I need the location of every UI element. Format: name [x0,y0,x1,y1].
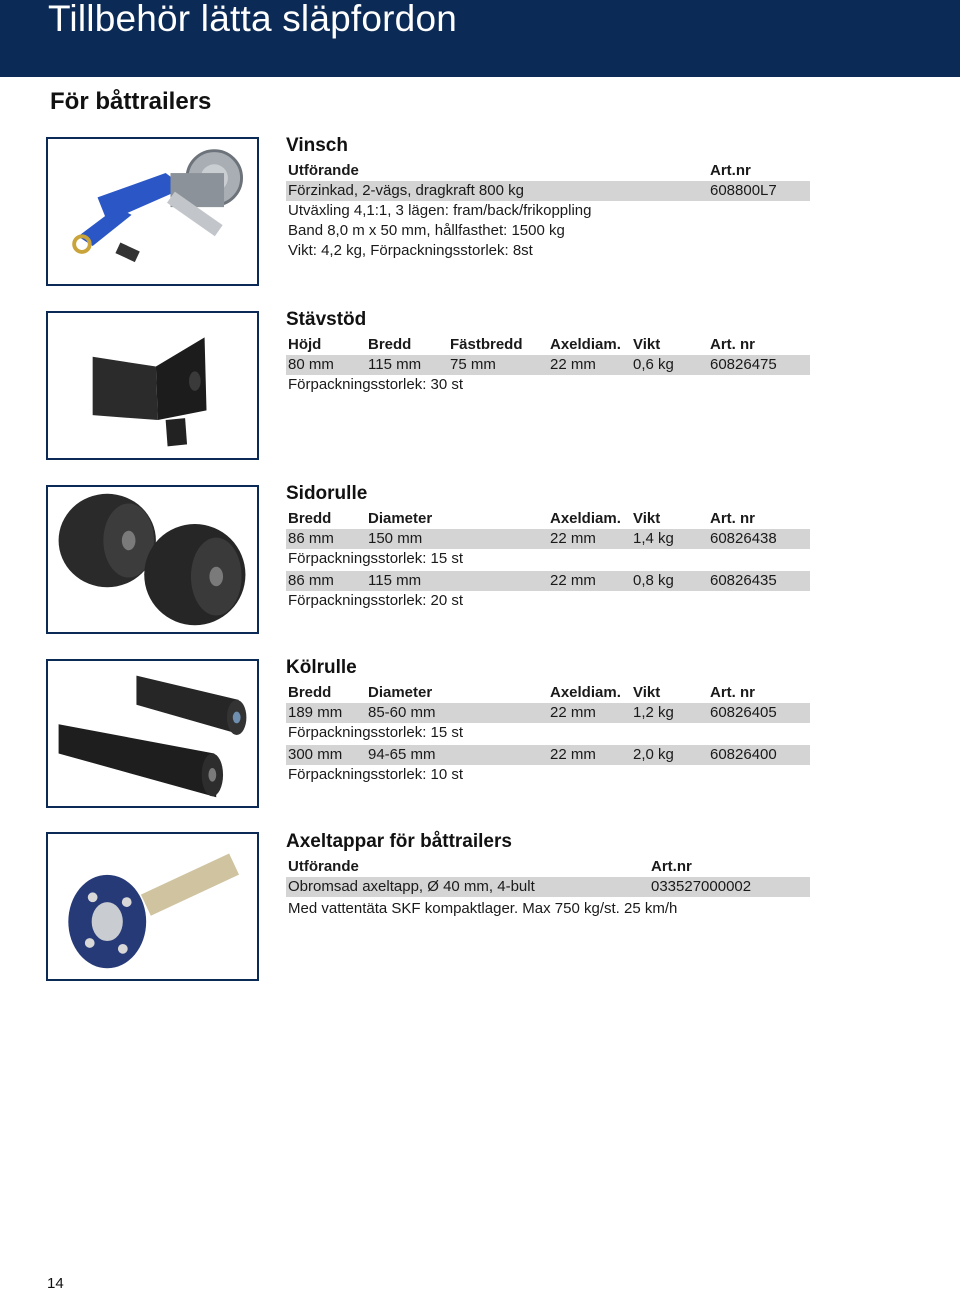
table-cell: 60826400 [710,746,777,763]
table-cell: 22 mm [550,572,596,589]
product-bow-stop [286,309,810,395]
table-cell: 80 mm [288,356,334,373]
table-cell: 60826438 [710,530,777,547]
table-cell: 033527000002 [651,878,752,895]
table-cell: 608800L7 [710,182,777,199]
table-cell: 2,0 kg [633,746,674,763]
product-side-roller [286,483,810,611]
header-cell: Art. nr [710,684,755,701]
axle-stub-photo [46,832,259,981]
note-row [286,897,810,921]
note: Utväxling 4,1:1, 3 lägen: fram/back/frikoppling [288,202,592,219]
header-cell: Vikt [633,684,661,701]
table-row [286,529,810,549]
winch-photo [46,137,259,286]
product-name: Stävstöd [286,309,367,330]
product-name: Sidorulle [286,483,368,504]
header-cell: Art. nr [710,510,755,527]
table-cell: 94-65 mm [368,746,436,763]
table-row [286,703,810,723]
table-cell: 0,8 kg [633,572,674,589]
header-cell: Axeldiam. [550,510,621,527]
table-header [286,509,810,529]
header-cell: Bredd [288,510,332,527]
table-row [286,181,810,201]
keel-roller-photo [46,659,259,808]
table-cell: 60826435 [710,572,777,589]
table-cell: 189 mm [288,704,343,721]
table-row [286,877,810,897]
page-number: 14 [47,1275,64,1292]
table-header [286,161,810,181]
bow-stop-photo [46,311,259,460]
header-cell: Bredd [288,684,332,701]
header-cell: Art.nr [651,858,692,875]
table-row [286,745,810,765]
header-cell: Axeldiam. [550,684,621,701]
table-cell: 115 mm [368,356,422,373]
header-cell: Diameter [368,684,433,701]
table-cell: 22 mm [550,530,596,547]
table-cell: 22 mm [550,356,596,373]
header-cell: Vikt [633,510,661,527]
header-cell: Axeldiam. [550,336,621,353]
table-cell: 60826475 [710,356,777,373]
note-row [286,201,810,221]
product-name: Kölrulle [286,657,357,678]
table-cell: 22 mm [550,746,596,763]
note: Förpackningsstorlek: 15 st [288,724,464,741]
note-row [286,723,810,745]
note-row [286,549,810,571]
product-winch [286,135,810,261]
table-row [286,571,810,591]
note: Vikt: 4,2 kg, Förpackningsstorlek: 8st [288,242,533,259]
note: Med vattentäta SKF kompaktlager. Max 750 kg/st. 25 km/h [288,900,678,917]
note-row [286,221,810,241]
header-cell: Fästbredd [450,336,523,353]
header-cell: Utförande [288,162,359,179]
table-header [286,335,810,355]
table-cell: Obromsad axeltapp, Ø 40 mm, 4-bult [288,878,535,895]
note-row [286,375,810,395]
note-row [286,765,810,785]
section-title: För båttrailers [50,88,212,115]
table-header [286,857,810,877]
header-cell: Bredd [368,336,412,353]
note: Band 8,0 m x 50 mm, hållfasthet: 1500 kg [288,222,565,239]
product-axle-stub [286,831,810,921]
product-name: Vinsch [286,135,348,156]
note: Förpackningsstorlek: 15 st [288,550,464,567]
table-cell: 86 mm [288,572,334,589]
header-cell: Vikt [633,336,661,353]
table-cell: 115 mm [368,572,422,589]
table-cell: 60826405 [710,704,777,721]
product-keel-roller [286,657,810,785]
page-title: Tillbehör lätta släpfordon [48,0,458,39]
table-cell: 150 mm [368,530,423,547]
note: Förpackningsstorlek: 10 st [288,766,464,783]
table-cell: Förzinkad, 2-vägs, dragkraft 800 kg [288,182,524,199]
table-cell: 0,6 kg [633,356,674,373]
table-cell: 22 mm [550,704,596,721]
table-cell: 86 mm [288,530,334,547]
table-row [286,355,810,375]
note-row [286,591,810,611]
table-header [286,683,810,703]
header-cell: Utförande [288,858,359,875]
header-cell: Art. nr [710,336,755,353]
header-cell: Diameter [368,510,433,527]
product-name: Axeltappar för båttrailers [286,831,512,852]
note: Förpackningsstorlek: 20 st [288,592,464,609]
header-cell: Höjd [288,336,322,353]
table-cell: 85-60 mm [368,704,436,721]
side-roller-photo [46,485,259,634]
header-bar [0,0,960,77]
table-cell: 1,2 kg [633,704,674,721]
note: Förpackningsstorlek: 30 st [288,376,464,393]
table-cell: 1,4 kg [633,530,674,547]
header-cell: Art.nr [710,162,751,179]
table-cell: 75 mm [450,356,496,373]
table-cell: 300 mm [288,746,343,763]
note-row [286,241,810,261]
